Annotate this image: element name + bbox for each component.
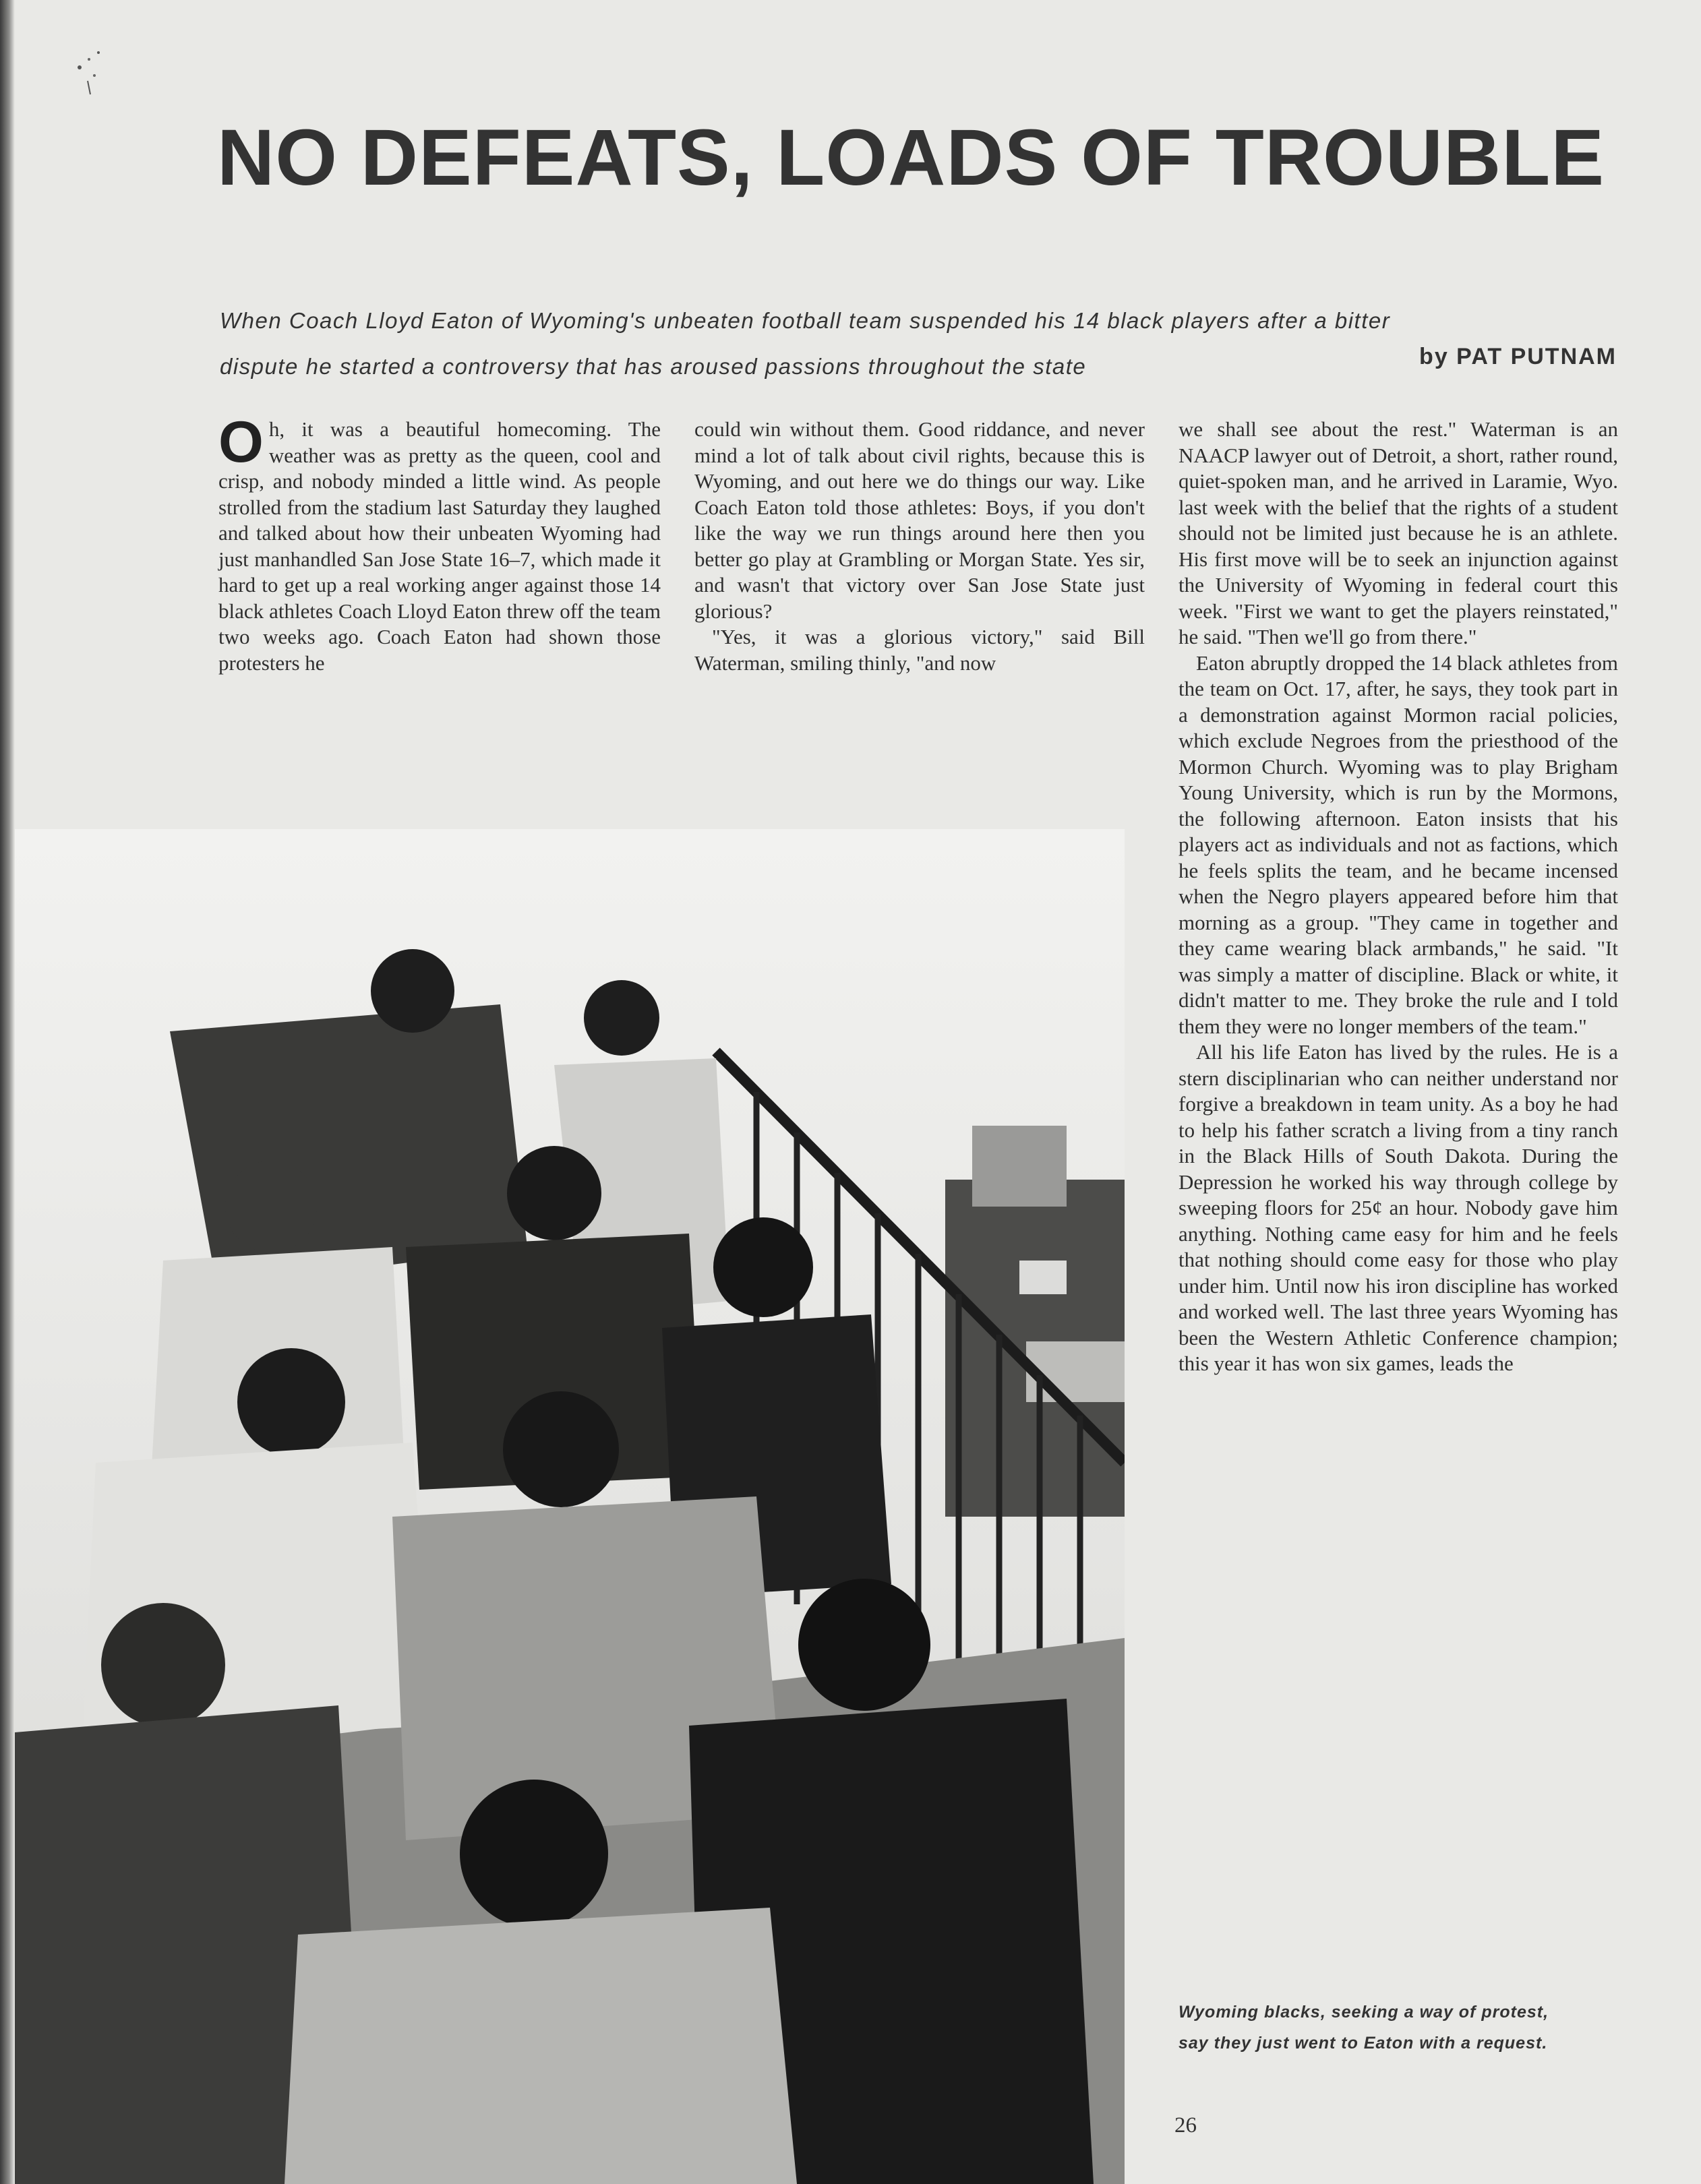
- paragraph: we shall see about the rest." Waterman is an NAACP lawyer out of Detroit, a short, rather round, quiet-spoken man, and he arrived in Laramie, Wyo. last week with the belief that the rights of a student should not be limited just because he is an athlete. His first move will be to seek an injunction against the University of Wyoming in federal court this week. "First we want to get the players reinstated," he said. "Then we'll go from there.": [1178, 417, 1618, 648]
- caption-line-2: say they just went to Eaton with a request.: [1178, 2034, 1548, 2053]
- paragraph: "Yes, it was a glorious victory," said Bill Waterman, smiling thinly, "and now: [694, 625, 1145, 675]
- paragraph: could win without them. Good riddance, and never mind a lot of talk about civil rights, because this is Wyoming, and out here we do things our way. Like Coach Eaton told those athletes: Boys, if you don't like the way we run things around here then you better go play at Grambling or Morgan State. Yes sir, and wasn't that victory over San Jose State just glorious?: [694, 417, 1145, 623]
- page-number: 26: [1174, 2113, 1197, 2137]
- team-photo: [15, 829, 1125, 2184]
- drop-cap: O: [218, 410, 264, 475]
- photo-caption: [1178, 1997, 1623, 2059]
- binding-edge: [0, 0, 15, 2184]
- column-1: [218, 410, 661, 676]
- caption-line-1: Wyoming blacks, seeking a way of protest,: [1178, 2003, 1549, 2022]
- print-specks: [54, 27, 135, 108]
- deck-line-1: When Coach Lloyd Eaton of Wyoming's unbeaten football team suspended his 14 black players after a bitter: [220, 308, 1391, 333]
- headline: NO DEFEATS, LOADS OF TROUBLE: [217, 113, 1605, 202]
- paragraph-text: h, it was a beautiful homecoming. The weather was as pretty as the queen, cool and crisp, and nobody minded a little wind. As people strolled from the stadium last Saturday they laughed and talked about how their unbeaten Wyoming had just manhandled San Jose State 16–7, which made it hard to get up a real working anger against those 14 black athletes Coach Lloyd Eaton threw off the team two weeks ago. Coach Eaton had shown those protesters he: [218, 417, 661, 675]
- paragraph: All his life Eaton has lived by the rules. He is a stern disciplinarian who can neither understand nor forgive a breakdown in team unity. As a boy he had to help his father scratch a living from a tiny ranch in the Black Hills of South Dakota. During the Depression he worked his way through college by sweeping floors for 25¢ an hour. Nobody gave him anything. Nothing came easy for him and he feels that nothing should come easy for those who play under him. Until now his iron discipline has worked and worked well. The last three years Wyoming has been the Western Athletic Conference champion; this year it has won six games, leads the: [1178, 1040, 1618, 1375]
- column-3: [1178, 417, 1618, 1377]
- deck-line-2: dispute he started a controversy that has aroused passions throughout the state: [220, 354, 1087, 379]
- byline: by PAT PUTNAM: [1419, 344, 1617, 369]
- column-2: [694, 417, 1145, 676]
- paragraph: [218, 410, 661, 676]
- photo-illustration: [15, 829, 1125, 2184]
- deck: [220, 298, 1629, 390]
- paragraph: Eaton abruptly dropped the 14 black athletes from the team on Oct. 17, after, he says, they took part in a demonstration against Mormon racial policies, which exclude Negroes from the priesthood of the Mormon Church. Wyoming was to play Brigham Young University, which is run by the Mormons, the following afternoon. Eaton insists that his players act as individuals and not as factions, which he feels splits the team, and he became incensed when the Negro players appeared before him that morning as a group. "They came in together and they came wearing black armbands," he said. "It was simply a matter of discipline. Black or white, it didn't matter to me. They broke the rule and I told them they were no longer members of the team.": [1178, 650, 1618, 1038]
